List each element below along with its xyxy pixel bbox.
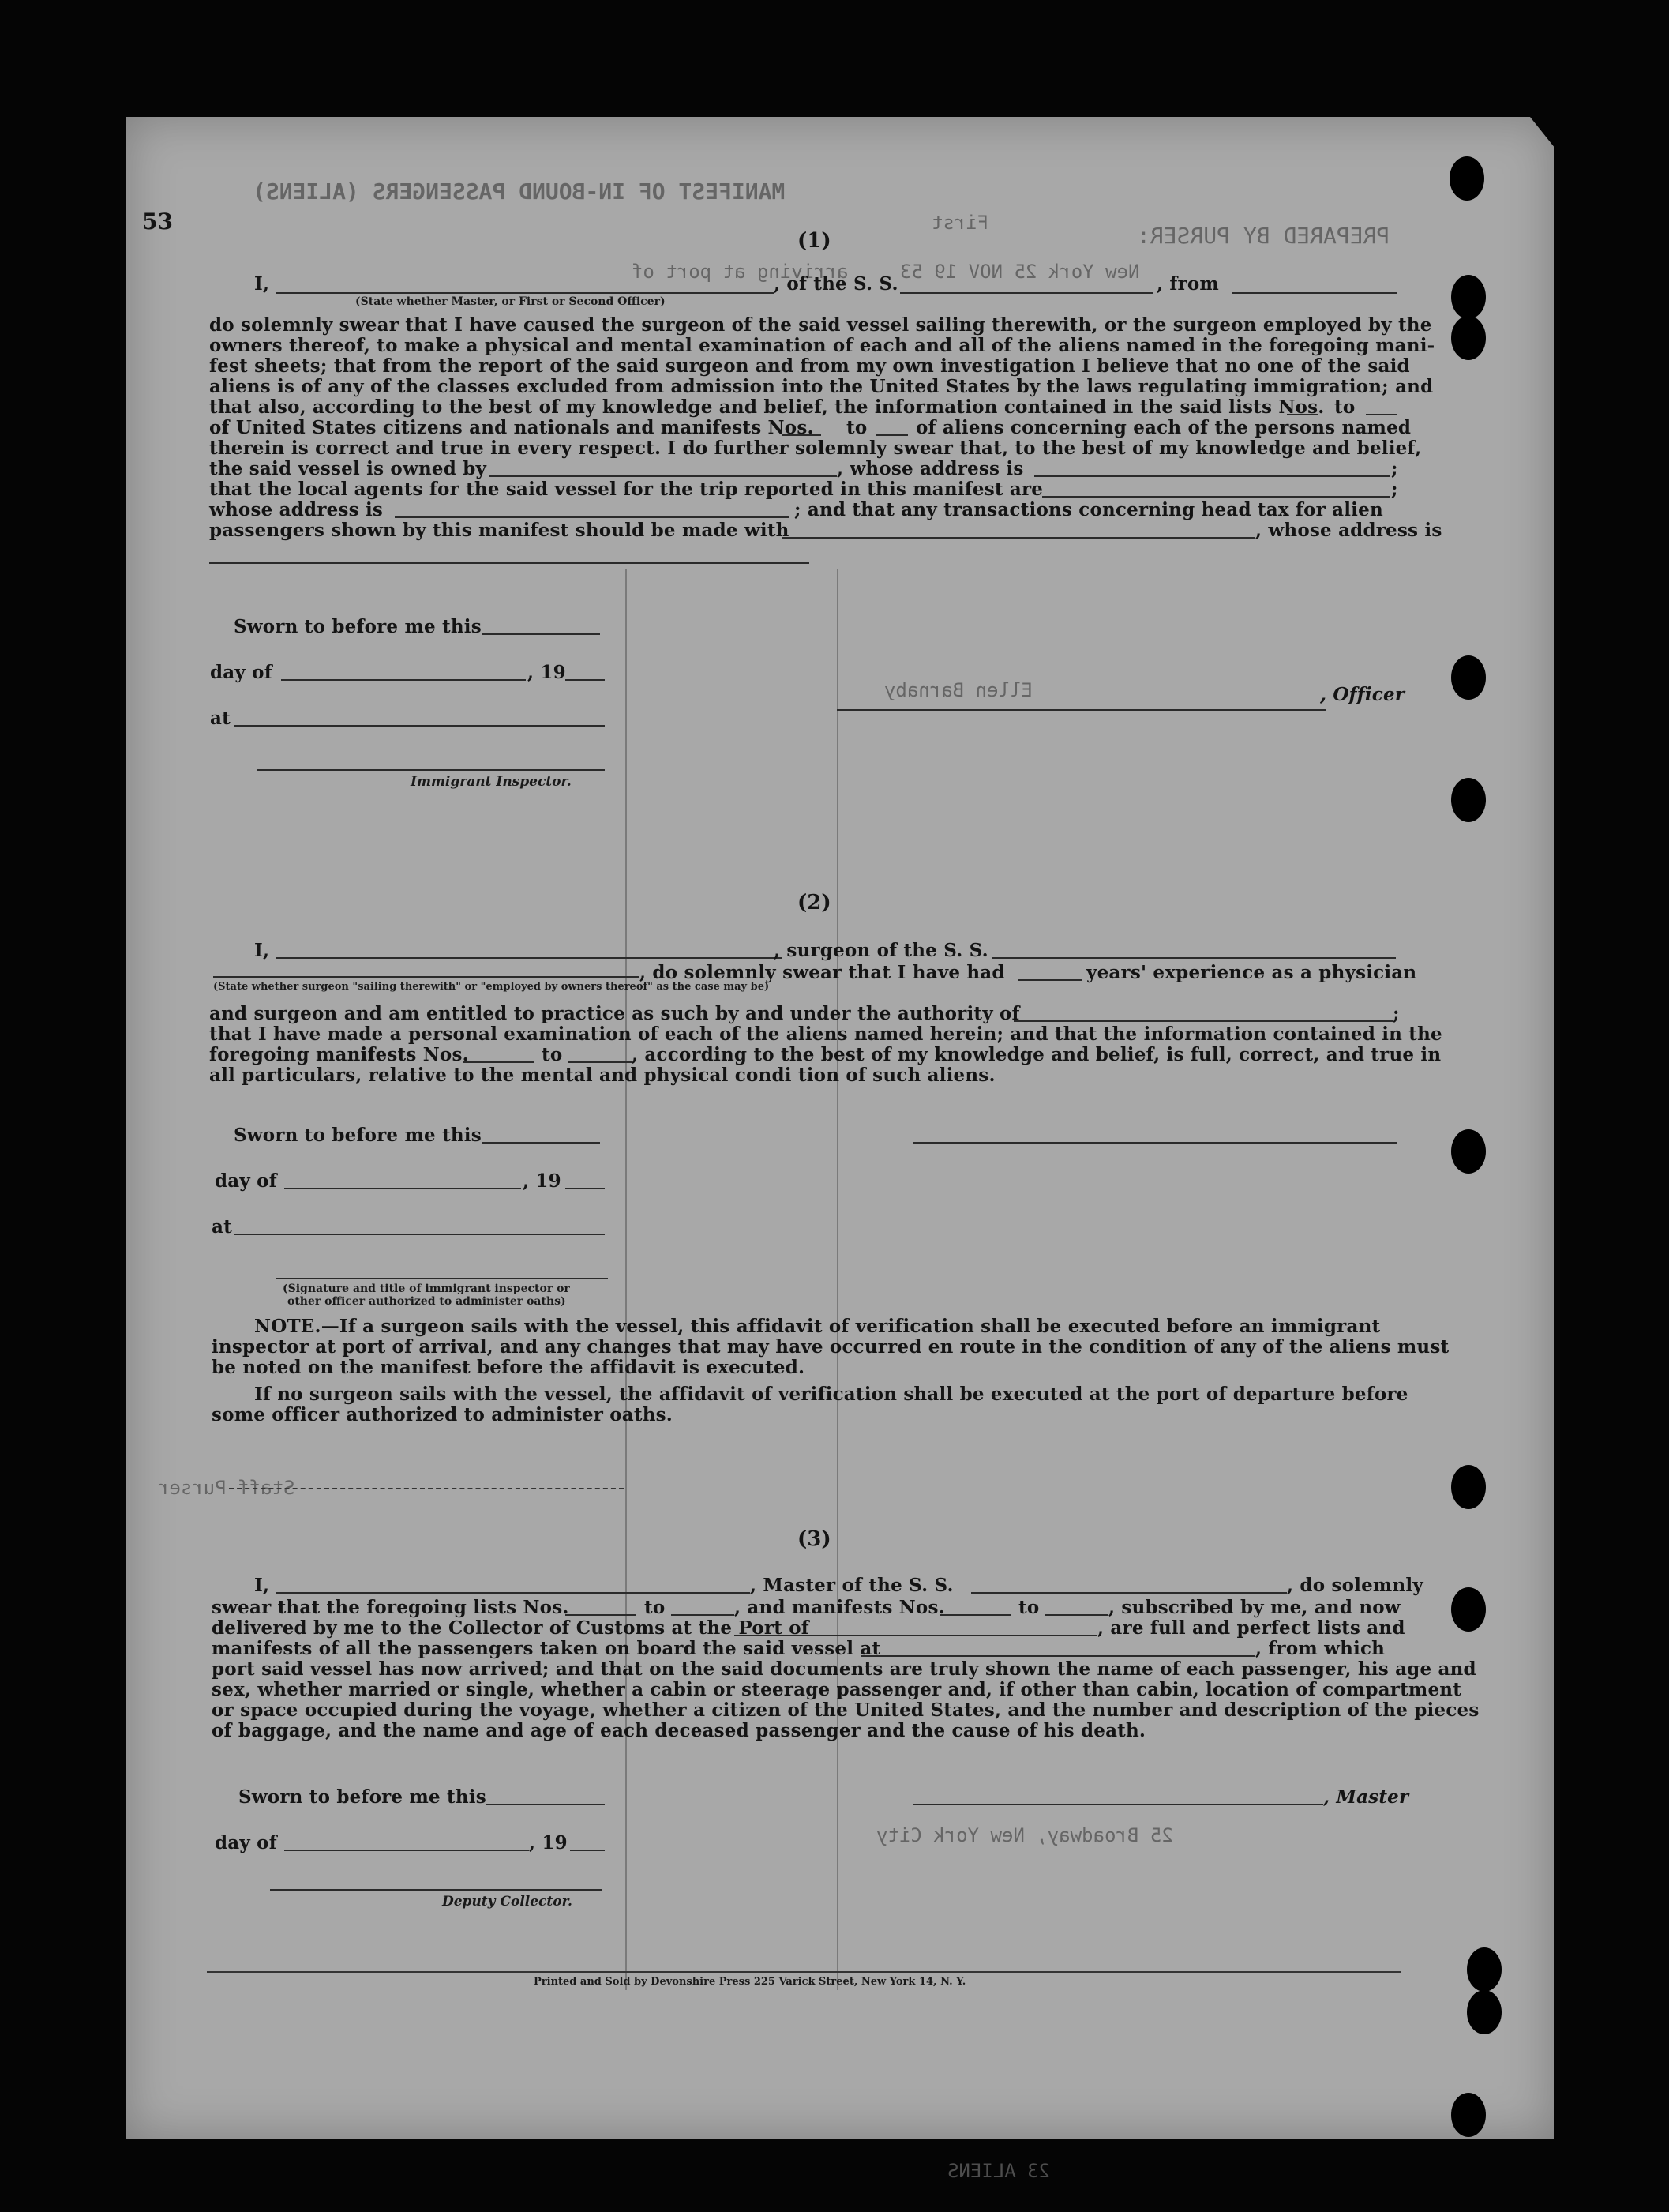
s2-years-blank <box>1018 979 1082 981</box>
s2-sig-note-1: (Signature and title of immigrant inspector or <box>283 1283 570 1295</box>
note-line: be noted on the manifest before the affidavit is executed. <box>212 1357 805 1378</box>
s2-surgeon-of: , surgeon of the S. S. <box>774 940 988 961</box>
s1-headtax-blank <box>782 537 1255 539</box>
s2-authority-blank <box>1014 1020 1393 1022</box>
s1-bottom-blank <box>209 562 809 564</box>
s3-sworn-blank <box>486 1804 605 1805</box>
s3-nineteen: , 19 <box>529 1832 568 1853</box>
s2-body-line: foregoing manifests Nos. <box>209 1044 469 1065</box>
s2-day-blank <box>284 1188 521 1189</box>
s3-to-2: to <box>1018 1597 1040 1618</box>
s1-sworn: Sworn to before me this <box>234 616 482 637</box>
s3-body-line: or space occupied during the voyage, whether a citizen of the United States, and the number and description of the pieces <box>212 1699 1480 1721</box>
bleed-staff-purser: Staff Purser <box>158 1477 295 1499</box>
s3-deputy-signature <box>270 1889 602 1891</box>
s1-whose-address-end: , whose address is <box>1255 520 1442 541</box>
bleed-date: New York 25 NOV 19 53 <box>900 261 1140 283</box>
bleed-arriving: arriving at port of <box>632 261 849 283</box>
s3-sworn: Sworn to before me this <box>238 1786 486 1808</box>
s1-body-line: of United States citizens and nationals and manifests Nos. <box>209 417 814 438</box>
s3-and-manifests: , and manifests Nos. <box>734 1597 945 1618</box>
note-line: NOTE.—If a surgeon sails with the vessel, this affidavit of verification shall be executed before an immigrant <box>254 1316 1381 1337</box>
s3-body-line: of baggage, and the name and age of each deceased passenger and the cause of his death. <box>212 1720 1146 1741</box>
s1-day-of: day of <box>210 662 272 683</box>
s2-to-blank <box>568 1061 632 1063</box>
note-line: some officer authorized to administer oaths. <box>212 1404 673 1425</box>
s3-port-blank <box>734 1635 1097 1636</box>
s3-ship-blank <box>971 1592 1287 1594</box>
s1-whose-address: , whose address is <box>837 458 1024 479</box>
s1-body-line: do solemnly swear that I have caused the surgeon of the said vessel sailing therewith, or the surgeon employed by the <box>209 314 1432 336</box>
punch-hole <box>1451 275 1486 319</box>
s1-body-line: owners thereof, to make a physical and mental examination of each and all of the aliens named in the foregoing mani- <box>209 335 1435 356</box>
s1-body-line: fest sheets; that from the report of the said surgeon and from my own investigation I believe that no one of the said <box>209 355 1410 377</box>
s2-at: at <box>212 1216 232 1237</box>
s2-body-line: all particulars, relative to the mental and physical condi tion of such aliens. <box>209 1065 996 1086</box>
s2-according: , according to the best of my knowledge and belief, is full, correct, and true in <box>632 1044 1442 1065</box>
punch-hole <box>1451 1129 1486 1174</box>
punch-hole <box>1467 1947 1502 1992</box>
s1-head-tax: ; and that any transactions concerning head tax for alien <box>794 499 1383 520</box>
s1-year-blank <box>565 679 605 681</box>
s2-to: to <box>542 1044 563 1065</box>
s1-sworn-blank <box>482 633 600 635</box>
s1-i: I, <box>254 273 270 295</box>
s1-owner-address-blank <box>1034 475 1390 477</box>
punch-hole <box>1451 778 1486 822</box>
s2-sworn-blank <box>482 1142 600 1144</box>
stamp-line <box>229 1488 624 1489</box>
s3-body-line: swear that the foregoing lists Nos. <box>212 1597 569 1618</box>
s1-body-line: whose address is <box>209 499 384 520</box>
punch-hole <box>1451 316 1486 360</box>
s2-ship-blank <box>992 957 1396 959</box>
s2-role-blank <box>213 976 639 978</box>
s1-owner-blank <box>489 475 837 477</box>
s3-deputy-label: Deputy Collector. <box>442 1894 572 1910</box>
s2-surgeon-note: (State whether surgeon "sailing therewith" or "employed by owners thereof" as the case may be) <box>213 981 770 993</box>
s2-manifests-blank <box>463 1061 534 1063</box>
s2-year-blank <box>565 1188 605 1189</box>
s2-inspector-signature <box>276 1278 608 1279</box>
s2-nineteen: , 19 <box>523 1170 561 1192</box>
s1-officer-signature <box>837 709 1326 711</box>
s3-manifests-to-blank <box>1045 1614 1108 1616</box>
s1-from-blank <box>1232 292 1397 294</box>
s1-inspector-label: Immigrant Inspector. <box>411 774 572 790</box>
s2-day-of: day of <box>215 1170 277 1192</box>
s3-port-at-blank <box>861 1655 1255 1657</box>
s3-lists-blank <box>565 1614 636 1616</box>
punch-hole <box>1451 1587 1486 1632</box>
s3-do-solemnly: , do solemnly <box>1287 1575 1423 1596</box>
s3-from-which: , from which <box>1255 1638 1386 1659</box>
bleed-aliens: 23 ALIENS <box>947 2160 1051 2182</box>
s1-day-blank <box>281 679 526 681</box>
printer-footer: Printed and Sold by Devonshire Press 225 Varick Street, New York 14, N. Y. <box>534 1976 966 1988</box>
s3-master-of: , Master of the S. S. <box>750 1575 954 1596</box>
s1-agent-address-blank <box>395 516 789 518</box>
s1-lists-blank <box>1287 414 1318 415</box>
s1-lists-to-blank <box>1366 414 1397 415</box>
s3-name-blank <box>276 1592 750 1594</box>
s3-i: I, <box>254 1575 270 1596</box>
s3-body-line: port said vessel has now arrived; and that on the said documents are truly shown the name of each passenger, his age and <box>212 1658 1476 1680</box>
s2-body-line: and surgeon and am entitled to practice as such by and under the authority of <box>209 1003 1020 1024</box>
s1-body-line: aliens is of any of the classes excluded from admission into the United States by the laws regulating immigration; and <box>209 376 1434 397</box>
s3-year-blank <box>570 1850 605 1851</box>
s1-to-2: to <box>846 417 868 438</box>
punch-hole <box>1451 2093 1486 2137</box>
s2-signature <box>913 1142 1397 1144</box>
s1-semicolon: ; <box>1391 458 1398 479</box>
s3-body-line: delivered by me to the Collector of Customs at the Port of <box>212 1617 809 1639</box>
s1-at: at <box>210 708 231 729</box>
bleed-class: First <box>932 212 989 234</box>
s3-lists-to-blank <box>671 1614 734 1616</box>
bleed-broadway: 25 Broadway, New York City <box>876 1824 1173 1846</box>
s1-of-aliens: of aliens concerning each of the persons named <box>916 417 1412 438</box>
s1-nineteen: , 19 <box>527 662 566 683</box>
s1-name-blank <box>276 292 774 294</box>
s2-at-blank <box>234 1234 605 1235</box>
s3-full-perfect: , are full and perfect lists and <box>1097 1617 1405 1639</box>
s1-of-ss: , of the S. S. <box>774 273 898 295</box>
section-2-number: (2) <box>797 891 831 914</box>
s3-master-signature <box>913 1804 1323 1805</box>
s3-manifests-blank <box>940 1614 1011 1616</box>
s2-body-line: that I have made a personal examination of each of the aliens named herein; and that the information contained in the <box>209 1023 1442 1045</box>
punch-hole <box>1451 1465 1486 1509</box>
punch-hole <box>1451 655 1486 700</box>
s1-body-line: that also, according to the best of my knowledge and belief, the information contained in the said lists Nos. <box>209 396 1325 418</box>
s1-body-line: passengers shown by this manifest should be made with <box>209 520 789 541</box>
s2-sworn: Sworn to before me this <box>234 1125 482 1146</box>
bleed-column-line <box>837 569 838 1990</box>
s3-body-line: manifests of all the passengers taken on board the said vessel at <box>212 1638 881 1659</box>
s1-to: to <box>1334 396 1356 418</box>
s3-to: to <box>644 1597 666 1618</box>
page-number: 53 <box>142 208 173 235</box>
s1-body-line: the said vessel is owned by <box>209 458 487 479</box>
note-line: If no surgeon sails with the vessel, the affidavit of verification shall be executed at the port of departure before <box>254 1384 1408 1405</box>
s3-subscribed: , subscribed by me, and now <box>1108 1597 1401 1618</box>
s3-day-of: day of <box>215 1832 277 1853</box>
s1-ship-blank <box>900 292 1153 294</box>
footer-rule <box>207 1971 1401 1973</box>
s3-day-blank <box>284 1850 529 1851</box>
s2-sig-note-2: other officer authorized to administer oaths) <box>287 1295 566 1308</box>
bleed-ellen: Ellen Barnaby <box>884 679 1033 701</box>
s1-agents-blank <box>1042 496 1390 498</box>
s2-swear: , do solemnly swear that I have had <box>639 962 1005 983</box>
s2-name-blank <box>276 957 782 959</box>
s1-manifests-to-blank <box>876 434 908 436</box>
section-3-number: (3) <box>797 1527 831 1551</box>
s1-officer-label: , Officer <box>1320 684 1405 705</box>
s3-master-label: , Master <box>1323 1786 1409 1808</box>
s2-semicolon: ; <box>1393 1003 1400 1024</box>
bleed-purser: PREPARED BY PURSER: <box>1137 223 1390 249</box>
s1-from: , from <box>1157 273 1219 295</box>
s1-officer-note: (State whether Master, or First or Second Officer) <box>355 295 666 308</box>
s1-body-line: that the local agents for the said vessel for the trip reported in this manifest are <box>209 479 1044 500</box>
s1-body-line: therein is correct and true in every respect. I do further solemnly swear that, to the best of my knowledge and belief, <box>209 438 1422 459</box>
s3-body-line: sex, whether married or single, whether a cabin or steerage passenger and, if other than cabin, location of compartment <box>212 1679 1462 1700</box>
punch-hole <box>1450 156 1484 201</box>
s1-semicolon: ; <box>1391 479 1398 500</box>
s1-at-blank <box>234 725 605 727</box>
note-line: inspector at port of arrival, and any changes that may have occurred en route in the condition of any of the aliens must <box>212 1336 1450 1358</box>
bleed-column-line <box>625 569 627 1990</box>
s1-inspector-signature <box>257 769 605 771</box>
s2-i: I, <box>254 940 270 961</box>
punch-hole <box>1467 1990 1502 2034</box>
bleed-title: MANIFEST OF IN-BOUND PASSENGERS (ALIENS) <box>253 178 786 205</box>
s2-years: years' experience as a physician <box>1086 962 1417 983</box>
section-1-number: (1) <box>797 229 831 253</box>
s1-manifests-blank <box>782 434 821 436</box>
